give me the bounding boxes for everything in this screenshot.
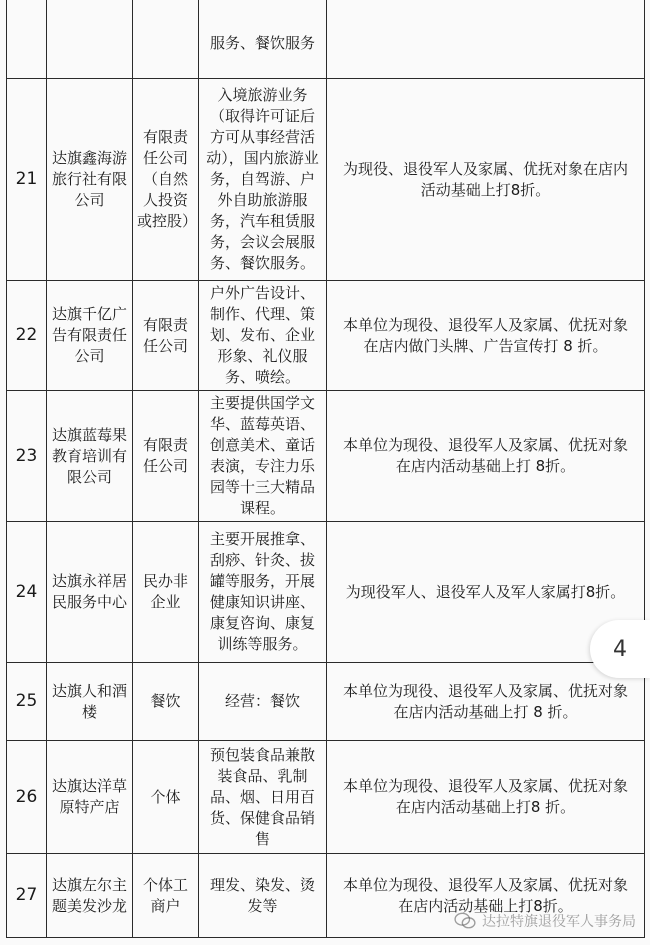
cell-no: 21 [7,79,47,281]
cell-service: 主要开展推拿、刮痧、针灸、拔罐等服务，开展健康知识讲座、康复咨询、康复训练等服务。 [199,522,327,663]
table-row [7,0,645,79]
cell-name: 达旗达洋草原特产店 [47,741,133,854]
cell-discount: 本单位为现役、退役军人及家属、优抚对象在店内活动基础上打 8 折。 [327,663,645,741]
cell-discount: 本单位为现役、退役军人及家属、优抚对象在店内活动基础上打8 折。 [327,741,645,854]
wechat-icon [454,912,476,930]
cell-type: 个体 [133,741,199,854]
cell-name: 达旗左尔主题美发沙龙 [47,854,133,938]
cell-service: 主要提供国学文华、蓝莓英语、创意美术、童话表演，专注力乐园等十三大精品课程。 [199,391,327,522]
cell-name: 达旗永祥居民服务中心 [47,522,133,663]
cell-no: 26 [7,741,47,854]
cell-name: 达旗千亿广告有限责任公司 [47,281,133,391]
cell-type: 餐饮 [133,663,199,741]
cell-name: 达旗蓝莓果教育培训有限公司 [47,391,133,522]
cell-name: 达旗鑫海游旅行社有限公司 [47,79,133,281]
cell-type [133,0,199,79]
cell-no: 25 [7,663,47,741]
cell-no: 23 [7,391,47,522]
table-row [7,79,645,281]
cell-no: 27 [7,854,47,938]
table-row [7,391,645,522]
cell-service: 户外广告设计、制作、代理、策划、发布、企业形象、礼仪服务、喷绘。 [199,281,327,391]
merchant-table [6,0,645,938]
cell-type: 有限责任公司 [133,391,199,522]
cell-service: 理发、染发、烫发等 [199,854,327,938]
cell-no [7,0,47,79]
cell-discount: 本单位为现役、退役军人及家属、优抚对象在店内活动基础上打8折。 [327,854,645,938]
cell-discount: 为现役、退役军人及家属、优抚对象在店内活动基础上打8折。 [327,79,645,281]
cell-name: 达旗人和酒楼 [47,663,133,741]
cell-discount: 本单位为现役、退役军人及家属、优抚对象在店内做门头牌、广告宣传打 8 折。 [327,281,645,391]
watermark [454,911,636,931]
cell-discount: 为现役军人、退役军人及军人家属打8折。 [327,522,645,663]
table-row [7,522,645,663]
cell-service: 经营：餐饮 [199,663,327,741]
table-row [7,663,645,741]
cell-service: 入境旅游业务（取得许可证后方可从事经营活动），国内旅游业务，自驾游、户外自助旅游服务，汽车租赁服务，会议会展服务、餐饮服务。 [199,79,327,281]
table-row [7,741,645,854]
table-row [7,281,645,391]
cell-type: 民办非企业 [133,522,199,663]
cell-type: 个体工商户 [133,854,199,938]
cell-discount: 本单位为现役、退役军人及家属、优抚对象在店内活动基础上打 8折。 [327,391,645,522]
cell-discount [327,0,645,79]
cell-no: 24 [7,522,47,663]
cell-type: 有限责任公司（自然人投资或控股） [133,79,199,281]
page-number-badge: 4 [590,620,650,678]
watermark-text: 达拉特旗退役军人事务局 [482,914,636,930]
cell-service: 服务、餐饮服务 [199,0,327,79]
cell-no: 22 [7,281,47,391]
cell-name [47,0,133,79]
cell-service: 预包装食品兼散装食品、乳制品、烟、日用百货、保健食品销售 [199,741,327,854]
cell-type: 有限责任公司 [133,281,199,391]
